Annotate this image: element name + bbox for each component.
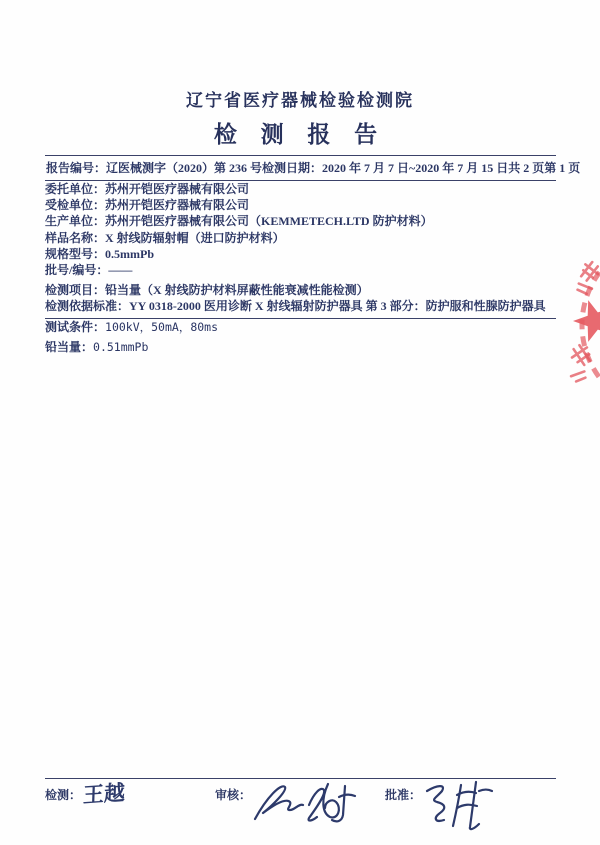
- field-row-inspected-unit: [45, 197, 556, 213]
- field-label: 检测项目：: [45, 283, 106, 298]
- reviewer-signature-block: [215, 787, 359, 829]
- tester-signature-block: [45, 780, 126, 808]
- tester-label: 检测：: [45, 788, 82, 802]
- result-value: 100kV，50mA，80ms: [105, 320, 219, 334]
- reviewer-signature: [251, 777, 359, 829]
- seal-text-fragments: [569, 260, 600, 384]
- field-row-batch-number: [45, 262, 556, 278]
- field-label: 检测依据标准：: [45, 299, 130, 314]
- page-number: 第 1 页: [544, 161, 581, 175]
- field-row-client: [45, 181, 556, 197]
- field-value: 苏州开铠医疗器械有限公司（KEMMETECH.LTD 防护材料）: [105, 214, 433, 229]
- result-row-lead-equivalent: [45, 338, 556, 358]
- field-row-sample-name: [45, 230, 556, 246]
- approver-signature-block: [385, 787, 495, 833]
- reviewer-label: 审核：: [215, 788, 252, 802]
- field-row-test-standard: [45, 298, 556, 314]
- field-value: ——: [108, 263, 133, 278]
- field-label: 委托单位：: [45, 182, 106, 196]
- test-date-range: 检测日期：2020 年 7 月 7 日~2020 年 7 月 15 日: [262, 161, 509, 175]
- field-value: 0.5mmPb: [105, 246, 155, 261]
- result-value: 0.51mmPb: [93, 339, 149, 354]
- field-label: 样品名称：: [45, 230, 106, 245]
- approver-label: 批准：: [385, 788, 422, 802]
- report-fields: [45, 181, 556, 319]
- field-value: 苏州开铠医疗器械有限公司: [105, 182, 250, 196]
- field-value: YY 0318-2000 医用诊断 X 射线辐射防护器具 第 3 部分：防护服和性腺防护器具: [129, 299, 546, 314]
- result-row-test-conditions: [45, 318, 556, 338]
- report-number: 报告编号：辽医械测字（2020）第 236 号: [46, 161, 263, 175]
- field-label: 批号/编号：: [45, 263, 109, 278]
- report-info-bar: [45, 155, 581, 181]
- official-seal-stamp: [552, 250, 600, 400]
- field-row-spec-model: [45, 246, 556, 262]
- field-value: 苏州开铠医疗器械有限公司: [105, 198, 250, 213]
- result-label: 测试条件：: [45, 320, 106, 334]
- result-label: 铅当量：: [45, 339, 94, 354]
- approver-signature: [421, 777, 495, 833]
- field-label: 规格型号：: [45, 246, 106, 261]
- field-label: 受检单位：: [45, 198, 106, 213]
- field-row-manufacturer: [45, 213, 556, 229]
- field-label: 生产单位：: [45, 214, 106, 229]
- signature-bar: [45, 778, 556, 839]
- field-value: X 射线防辐射帽（进口防护材料）: [105, 230, 285, 245]
- test-results: [45, 318, 556, 357]
- report-title: 检 测 报 告: [213, 122, 387, 147]
- field-row-test-item: [45, 282, 556, 298]
- field-value: 铅当量（X 射线防护材料屏蔽性能衰减性能检测）: [105, 283, 369, 298]
- institute-name: 辽宁省医疗器械检验检测院: [186, 91, 414, 110]
- seal-star-icon: [573, 300, 600, 342]
- tester-signature: 王越: [82, 780, 126, 808]
- total-pages: 共 2 页: [508, 161, 545, 175]
